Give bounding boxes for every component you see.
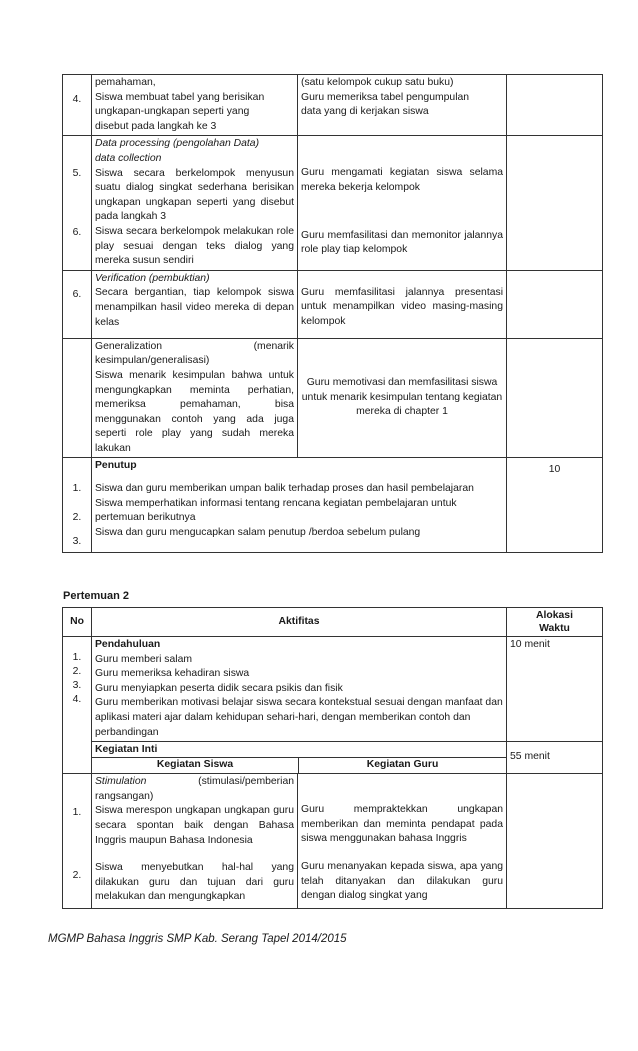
time-cell: [507, 270, 603, 338]
row-number: 4.: [63, 75, 92, 136]
row-number: 6.: [63, 270, 92, 338]
row-number: [63, 338, 92, 458]
time-cell: 55 menit: [507, 742, 603, 774]
row-number: 1. 2. 3.: [63, 458, 92, 553]
guru-activity: Guru memfasilitasi jalannya presentasi untuk menampilkan video masing-masing kelompok: [298, 270, 507, 338]
siswa-activity: Stimulation (stimulasi/pemberian rangsangan) Siswa merespon ungkapan ungkapan guru secara spontan baik dengan Bahasa Inggris maupun Bahasa Indonesia Siswa menyebutkan hal-hal yang dilakukan guru dan tujuan dari guru melakukan dan mengungkapkan: [92, 774, 298, 909]
siswa-activity: Verification (pembuktian) Secara bergantian, tiap kelompok siswa menampilkan hasil video mereka di depan kelas: [92, 270, 298, 338]
guru-activity: Guru mempraktekkan ungkapan memberikan dan meminta pendapat pada siswa menggunakan bahasa Inggris Guru menanyakan kepada siswa, apa yang telah ditanyakan dan dilakukan guru dengan dialog singkat yang: [298, 774, 507, 909]
time-cell: [507, 338, 603, 458]
page-footer: MGMP Bahasa Inggris SMP Kab. Serang Tapel 2014/2015: [48, 933, 347, 945]
guru-activity: Guru mengamati kegiatan siswa selama mereka bekerja kelompok Guru memfasilitasi dan memonitor jalannya role play tiap kelompok: [298, 136, 507, 270]
lesson-activity-table-pertemuan-1: [62, 74, 603, 553]
column-header-no: No: [63, 608, 92, 637]
table-row: [63, 458, 603, 553]
time-cell: 10: [507, 458, 603, 553]
time-cell: [507, 136, 603, 270]
siswa-activity: Data processing (pengolahan Data) data collection Siswa secara berkelompok menyusun suatu dialog singkat sederhana berisikan ungkapan ungkapan seperti yang disebut pada langkah 3 Siswa secara berkelompok melakukan role play sesuai dengan teks dialog yang mereka susun sendiri: [92, 136, 298, 270]
penutup-activity: Penutup Siswa dan guru memberikan umpan balik terhadap proses dan hasil pembelajaran Siswa memperhatikan informasi tentang rencana kegiatan pembelajaran untuk pertemuan berikutnya Siswa dan guru mengucapkan salam penutup /berdoa sebelum pulang: [92, 458, 507, 553]
time-cell: [507, 75, 603, 136]
table-header-row: [63, 608, 603, 637]
kegiatan-inti-title: Kegiatan Inti: [95, 744, 158, 756]
pendahuluan-activity: Pendahuluan Guru memberi salam Guru memeriksa kehadiran siswa Guru menyiapkan peserta didik secara psikis dan fisik Guru memberikan motivasi belajar siswa secara kontekstual sesuai dengan manfaat dan aplikasi materi ajar dalam kehidupan sehari-hari, dengan memberikan contoh dan perbandingan: [92, 637, 507, 742]
table-row: [63, 75, 603, 136]
table-row: [63, 774, 603, 909]
row-number: 1. 2.: [63, 774, 92, 909]
guru-activity: (satu kelompok cukup satu buku) Guru memeriksa tabel pengumpulan data yang di kerjakan siswa: [298, 75, 507, 136]
table-row: [63, 270, 603, 338]
time-cell: [507, 774, 603, 909]
guru-activity: Guru memotivasi dan memfasilitasi siswa untuk menarik kesimpulan tentang kegiatan mereka di chapter 1: [298, 338, 507, 458]
kegiatan-inti-header: [92, 742, 507, 774]
table-row: [63, 637, 603, 742]
siswa-activity: Generalization (menarik kesimpulan/generalisasi) Siswa menarik kesimpulan bahwa untuk mengungkapkan meminta perhatian, memeriksa pemahaman, bisa menggunakan contoh yang ada juga seperti role play yang sudah mereka lakukan: [92, 338, 298, 458]
column-header-siswa: Kegiatan Siswa: [92, 758, 299, 773]
row-number: 5. 6.: [63, 136, 92, 270]
column-header-alokasi: Alokasi Waktu: [507, 608, 603, 637]
section-title: Pertemuan 2: [63, 590, 130, 602]
column-header-guru: Kegiatan Guru: [366, 759, 439, 771]
row-number: 1. 2. 3. 4.: [63, 637, 92, 774]
column-header-aktifitas: Aktifitas: [92, 608, 507, 637]
lesson-activity-table-pertemuan-2: [62, 607, 603, 909]
table-row: [63, 338, 603, 458]
table-row: [63, 136, 603, 270]
siswa-activity: pemahaman, Siswa membuat tabel yang berisikan ungkapan-ungkapan seperti yang disebut pada langkah ke 3: [92, 75, 298, 136]
time-cell: 10 menit: [507, 637, 603, 742]
table-row: [63, 742, 603, 774]
